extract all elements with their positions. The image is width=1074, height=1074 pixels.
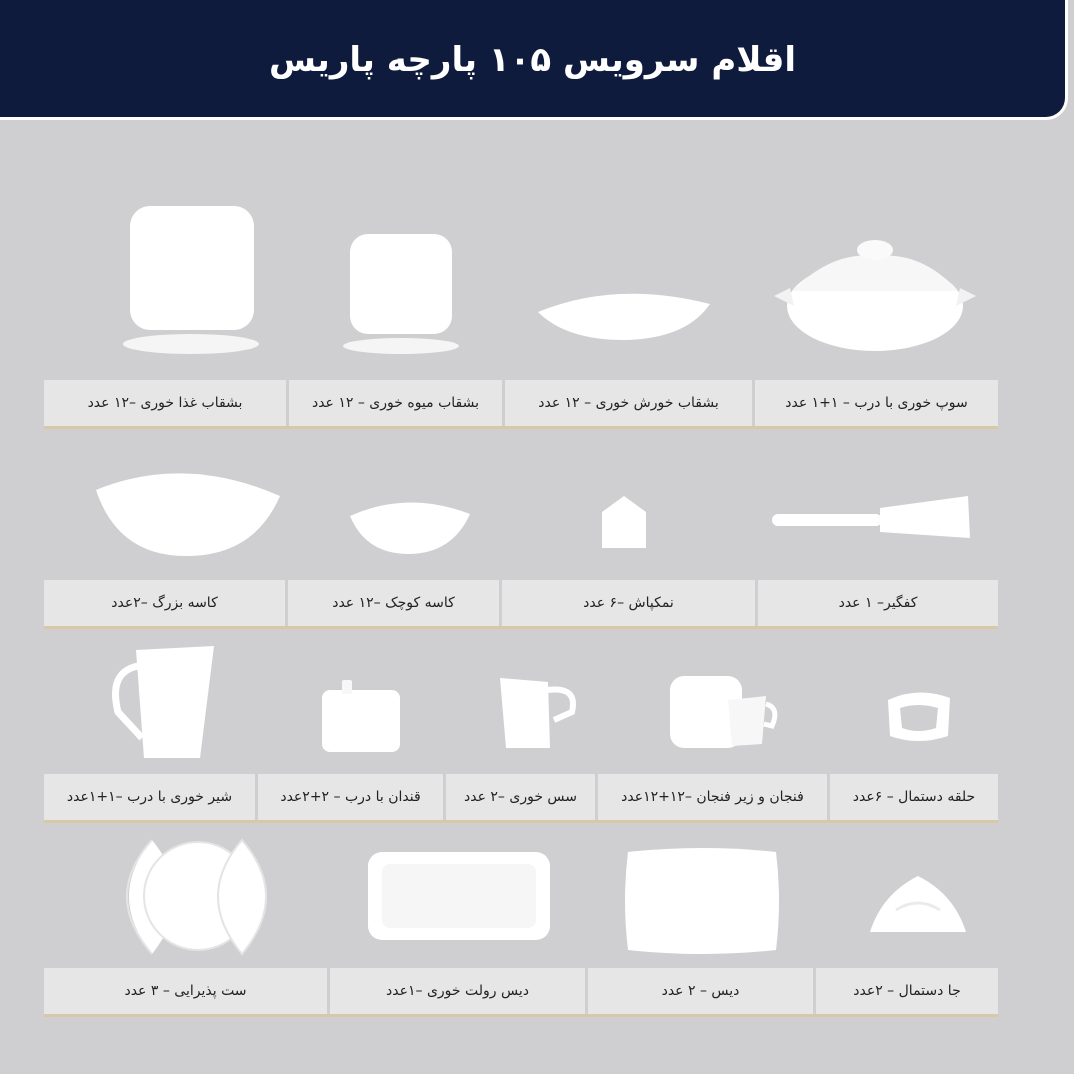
stew-plate-image [536,284,712,344]
label-napkin-ring: حلقه دستمال – ۶عدد [830,774,998,820]
label-salt-shaker: نمکپاش –۶ عدد [502,580,758,626]
label-napkin-holder: جا دستمال – ۲عدد [816,968,998,1014]
napkin-holder-image [866,870,970,942]
page-title: اقلام سرویس ۱۰۵ پارچه پاریس [269,40,796,80]
header-banner [0,0,1068,120]
label-bar-4 [44,968,998,1017]
label-soup-tureen: سوپ خوری با درب – ۱+۱ عدد [755,380,998,426]
label-large-bowl: کاسه بزرگ –۲عدد [44,580,288,626]
roll-platter-image [366,850,552,942]
label-dinner-plate: بشقاب غذا خوری –۱۲ عدد [44,380,289,426]
spatula-image [772,494,972,550]
small-bowl-image [348,496,472,556]
salt-shaker-image [598,494,650,550]
large-bowl-image [94,466,282,558]
milk-jug-image [106,642,218,760]
label-spatula: کفگیر– ۱ عدد [758,580,998,626]
platter-image [622,846,782,956]
label-sauce-boat: سس خوری –۲ عدد [446,774,598,820]
label-stew-plate: بشقاب خورش خوری – ۱۲ عدد [505,380,755,426]
sugar-bowl-image [318,680,404,754]
fruit-plate-image [342,230,460,360]
label-cup-and-saucer: فنجان و زیر فنجان –۱۲+۱۲عدد [598,774,830,820]
label-platter: دیس – ۲ عدد [588,968,816,1014]
sauce-boat-image [494,672,582,752]
label-bar-3 [44,774,998,823]
label-sugar-bowl: قندان با درب – ۲+۲عدد [258,774,446,820]
label-roll-platter: دیس رولت خوری –۱عدد [330,968,588,1014]
label-fruit-plate: بشقاب میوه خوری – ۱۲ عدد [289,380,505,426]
soup-tureen-image [772,236,978,356]
cup-and-saucer-image [666,674,782,752]
serving-set-image [94,838,298,956]
label-serving-set: ست پذیرایی – ۳ عدد [44,968,330,1014]
napkin-ring-image [882,690,956,746]
dinner-plate-image [122,206,260,358]
label-bar-1 [44,380,998,429]
label-bar-2 [44,580,998,629]
label-small-bowl: کاسه کوچک –۱۲ عدد [288,580,502,626]
label-milk-jug: شیر خوری با درب –۱+۱عدد [44,774,258,820]
